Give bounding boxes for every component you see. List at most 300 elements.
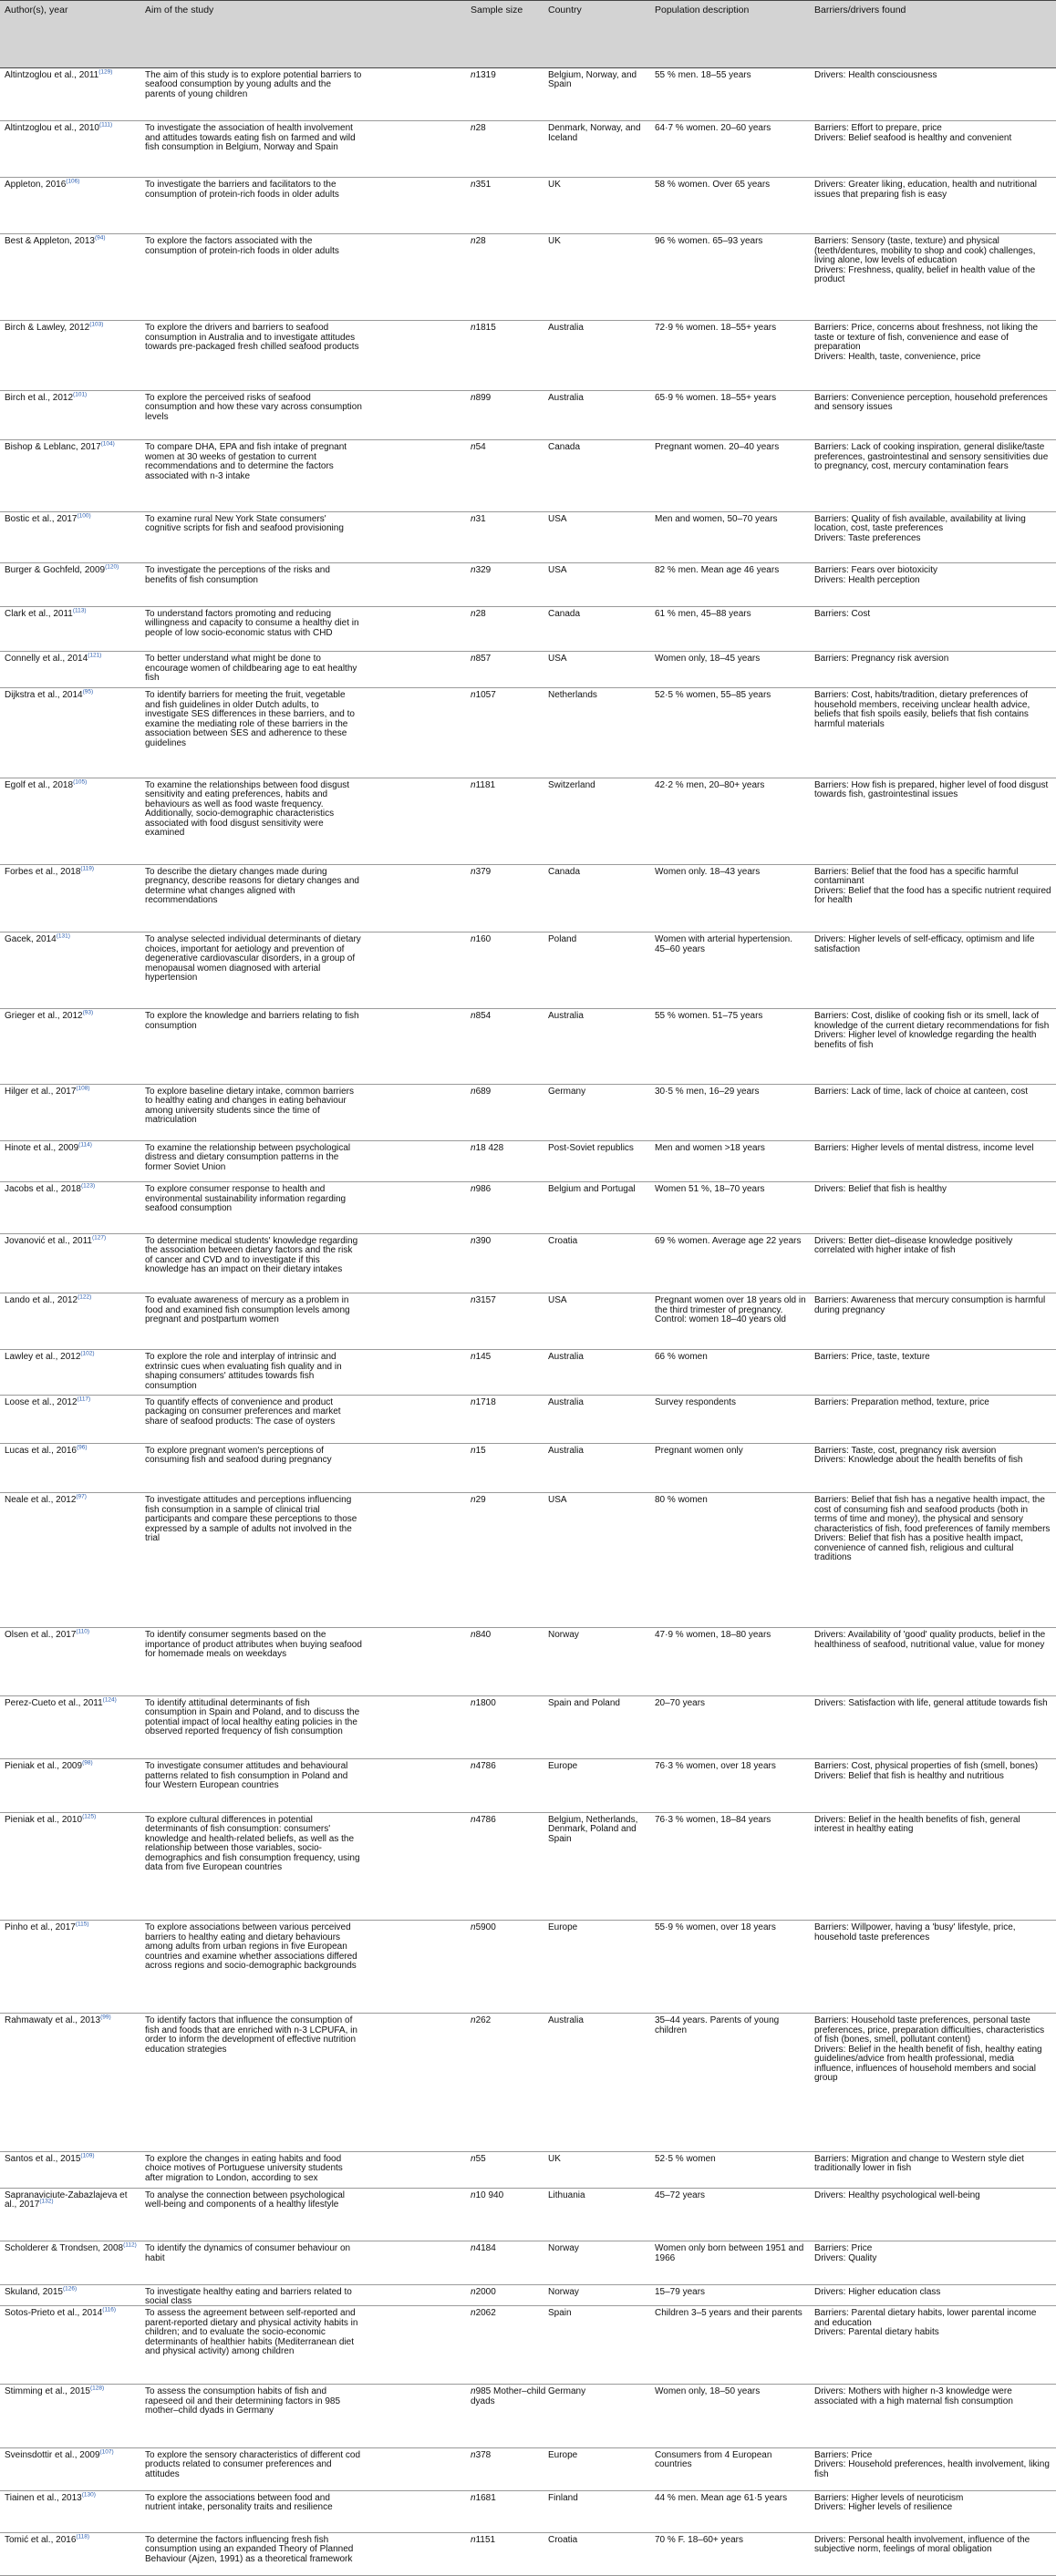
country-cell: Post-Soviet republics: [548, 1142, 634, 1153]
aim-cell: To explore associations between various perceived barriers to healthy eating and dietary behaviours among adults from urban regions in five European countries and examine whether associations differed across regions and socio-demographic backgrounds: [145, 1922, 357, 1972]
country-cell: Belgium, Norway, and Spain: [548, 69, 637, 90]
table-row: [0, 1085, 1056, 1141]
table-row: [0, 440, 1056, 511]
country-cell: Canada: [548, 442, 581, 453]
reference-link[interactable]: (105): [73, 778, 88, 786]
aim-cell: To investigate attitudes and perceptions influencing fish consumption in a sample of clinical trial participants and compare these perceptions to those expressed by a sample of adults not involved in the trial: [145, 1495, 357, 1544]
reference-link[interactable]: (98): [82, 1759, 93, 1767]
reference-link[interactable]: (107): [99, 2448, 114, 2456]
table-row: [0, 652, 1056, 688]
population-cell: Women with arterial hypertension. 45–60 years: [655, 934, 792, 954]
population-cell: 96 % women. 65–93 years: [655, 236, 763, 247]
country-cell: UK: [548, 236, 561, 247]
population-cell: 47·9 % women, 18–80 years: [655, 1630, 771, 1641]
country-cell: Europe: [548, 1922, 578, 1933]
header-barriers: Barriers/drivers found: [814, 5, 906, 15]
author-cell: Jacobs et al., 2018$^{(123)}$: [5, 1182, 96, 1195]
barriers-cell: Barriers: Cost, habits/tradition, dietary preferences of household members, receiving unclear health advice, beliefs that fish spoils easily, beliefs that fish contains harmful materials: [814, 690, 1030, 729]
aim-cell: To explore the sensory characteristics of different cod products related to consumer preferences and attitudes: [145, 2449, 361, 2479]
table-row: [0, 1396, 1056, 1444]
reference-link[interactable]: (126): [62, 2285, 78, 2293]
reference-link[interactable]: (127): [92, 1234, 107, 1242]
population-cell: 65·9 % women. 18–55+ years: [655, 392, 777, 403]
aim-cell: To investigate the barriers and facilitators to the consumption of protein-rich foods in older adults: [145, 180, 339, 200]
author-cell: Hilger et al., 2017$^{(108)}$: [5, 1085, 90, 1097]
barriers-cell: Drivers: Healthy psychological well-being: [814, 2190, 980, 2200]
header-country: Country: [548, 5, 582, 15]
country-cell: Australia: [548, 1352, 584, 1363]
author-cell: Pieniak et al., 2009$^{(98)}$: [5, 1759, 93, 1772]
table-row: [0, 607, 1056, 652]
population-cell: 61 % men, 45–88 years: [655, 608, 751, 619]
country-cell: USA: [548, 1495, 567, 1506]
barriers-cell: Barriers: Cost: [814, 608, 871, 619]
population-cell: Women only born between 1951 and 1966: [655, 2243, 804, 2263]
author-cell: Rahmawaty et al., 2013$^{(99)}$: [5, 2014, 111, 2026]
barriers-cell: Barriers: Price Drivers: Household preferences, health involvement, liking fish: [814, 2449, 1050, 2479]
table-row: [0, 321, 1056, 391]
author-cell: Perez-Cueto et al., 2011$^{(124)}$: [5, 1696, 117, 1708]
author-cell: Lawley et al., 2012$^{(102)}$: [5, 1351, 95, 1363]
table-row: [0, 2533, 1056, 2576]
aim-cell: To analyse the connection between psychological well-being and components of a healthy lifestyle: [145, 2190, 346, 2210]
population-cell: Pregnant women only: [655, 1445, 743, 1456]
table-row: [0, 1921, 1056, 2014]
country-cell: Australia: [548, 1396, 584, 1407]
aim-cell: To explore cultural differences in potential determinants of fish consumption: consumers' knowledge and health-related beliefs, as well as the relationship between those variables, socio-demographics and fish consumption frequency, using data from five European countries: [145, 1814, 360, 1873]
barriers-cell: Barriers: Higher levels of neuroticism Drivers: Higher levels of resilience: [814, 2492, 964, 2513]
table-row: [0, 2285, 1056, 2307]
country-cell: USA: [548, 565, 567, 576]
population-cell: Women only, 18–45 years: [655, 654, 761, 665]
sample-size-cell: n31: [471, 513, 486, 524]
population-cell: 55 % women. 51–75 years: [655, 1011, 763, 1022]
table-row: [0, 563, 1056, 606]
aim-cell: To identify barriers for meeting the fruit, vegetable and fish guidelines in older Dutch adults, to investigate SES differences in these barriers, and to examine the mediating role of these barriers in the association between SES and adherence to these guidelines: [145, 690, 355, 748]
aim-cell: To explore pregnant women's perceptions of consuming fish and seafood during pregnancy: [145, 1445, 332, 1466]
author-cell: Best & Appleton, 2013$^{(94)}$: [5, 234, 106, 247]
country-cell: Finland: [548, 2492, 578, 2503]
country-cell: Belgium, Netherlands, Denmark, Poland and Spain: [548, 1814, 638, 1844]
reference-link[interactable]: (104): [100, 441, 115, 448]
population-cell: 55·9 % women, over 18 years: [655, 1922, 776, 1933]
country-cell: Norway: [548, 2286, 579, 2297]
sample-size-cell: n1681: [471, 2492, 496, 2503]
sample-size-cell: n4184: [471, 2243, 496, 2254]
reference-link[interactable]: (114): [78, 1141, 92, 1149]
reference-link[interactable]: (99): [100, 2014, 111, 2022]
sample-size-cell: n1718: [471, 1396, 496, 1407]
population-cell: 66 % women: [655, 1352, 708, 1363]
sample-size-cell: n1151: [471, 2534, 496, 2545]
barriers-cell: Drivers: Better diet–disease knowledge positively correlated with higher intake of fish: [814, 1235, 1013, 1256]
country-cell: Germany: [548, 2386, 586, 2397]
reference-link[interactable]: (94): [94, 234, 106, 242]
barriers-cell: Barriers: Lack of cooking inspiration, general dislike/taste preferences, gastrointestinal and sensory sensitivities due to pregnancy, cost, mercury contamination fears: [814, 442, 1049, 472]
population-cell: 82 % men. Mean age 46 years: [655, 565, 780, 576]
reference-link[interactable]: (124): [102, 1696, 117, 1704]
country-cell: Croatia: [548, 1235, 578, 1246]
barriers-cell: Barriers: Higher levels of mental distress, income level: [814, 1142, 1034, 1153]
sample-size-cell: n379: [471, 866, 492, 877]
population-cell: 44 % men. Mean age 61·5 years: [655, 2492, 788, 2503]
population-cell: 55 % men. 18–55 years: [655, 69, 751, 80]
aim-cell: To explore the role and interplay of intrinsic and extrinsic cues when evaluating fish quality and in shaping consumers' attitudes towards fish consumption: [145, 1352, 342, 1391]
aim-cell: To better understand what might be done to encourage women of childbearing age to eat healthy fish: [145, 654, 357, 684]
table-row: [0, 1696, 1056, 1759]
table-row: [0, 688, 1056, 778]
author-cell: Sotos-Prieto et al., 2014$^{(116)}$: [5, 2307, 116, 2319]
sample-size-cell: n55: [471, 2153, 486, 2164]
sample-size-cell: n1057: [471, 690, 496, 701]
country-cell: Europe: [548, 2449, 578, 2460]
author-cell: Neale et al., 2012$^{(97)}$: [5, 1493, 87, 1506]
sample-size-cell: n262: [471, 2015, 492, 2026]
reference-link[interactable]: (97): [76, 1493, 87, 1500]
table-row: [0, 68, 1056, 121]
barriers-cell: Drivers: Availability of 'good' quality products, belief in the healthiness of seafood, nutritional value, value for money: [814, 1630, 1046, 1650]
author-cell: Altintzoglou et al., 2010$^{(111)}$: [5, 121, 113, 134]
barriers-cell: Barriers: Effort to prepare, price Drivers: Belief seafood is healthy and convenient: [814, 123, 1012, 143]
sample-size-cell: n4786: [471, 1761, 496, 1772]
sample-size-cell: n351: [471, 180, 492, 191]
reference-link[interactable]: (102): [80, 1351, 95, 1358]
reference-link[interactable]: (118): [76, 2533, 90, 2540]
reference-link[interactable]: (109): [80, 2152, 95, 2159]
author-cell: Birch et al., 2012$^{(101)}$: [5, 391, 88, 403]
sample-size-cell: n854: [471, 1011, 492, 1022]
country-cell: Denmark, Norway, and Iceland: [548, 123, 641, 143]
reference-link[interactable]: (106): [66, 178, 80, 185]
population-cell: 15–79 years: [655, 2286, 706, 2297]
sample-size-cell: n378: [471, 2449, 492, 2460]
reference-link[interactable]: (96): [76, 1444, 88, 1451]
table-row: [0, 2189, 1056, 2241]
aim-cell: To identify factors that influence the consumption of fish and foods that are enriched with n-3 LCPUFA, in order to inform the development of effective nutrition education strategies: [145, 2015, 357, 2055]
author-cell: Skuland, 2015$^{(126)}$: [5, 2285, 78, 2297]
population-cell: 20–70 years: [655, 1697, 706, 1708]
table-row: [0, 1350, 1056, 1395]
sample-size-cell: n1181: [471, 779, 496, 790]
table-row: [0, 1009, 1056, 1084]
country-cell: UK: [548, 180, 561, 191]
table-row: [0, 391, 1056, 441]
author-cell: Egolf et al., 2018$^{(105)}$: [5, 778, 88, 790]
reference-link[interactable]: (125): [82, 1813, 97, 1820]
author-cell: Hinote et al., 2009$^{(114)}$: [5, 1141, 92, 1153]
aim-cell: To determine medical students' knowledge regarding the association between dietary factors and the risk of cancer and CVD and to investigate if this knowledge has an impact on their dietary intakes: [145, 1235, 358, 1275]
barriers-cell: Barriers: Awareness that mercury consumption is harmful during pregnancy: [814, 1295, 1046, 1315]
aim-cell: To assess the agreement between self-reported and parent-reported dietary and physical activity habits in children; and to evaluate the socio-economic determinants of healthier habits (Mediterranean diet and physical activity) among children: [145, 2308, 358, 2357]
country-cell: Lithuania: [548, 2190, 585, 2200]
table-row: [0, 1759, 1056, 1812]
country-cell: Europe: [548, 1761, 578, 1772]
author-cell: Bishop & Leblanc, 2017$^{(104)}$: [5, 441, 115, 453]
country-cell: Poland: [548, 934, 577, 945]
table-row: [0, 2448, 1056, 2491]
table-row: [0, 512, 1056, 564]
aim-cell: To analyse selected individual determinants of dietary choices, important for aetiology and prevention of degenerative cardiovascular disorders, in a group of menopausal women diagnosed with arterial hypertension: [145, 934, 361, 984]
sample-size-cell: n2000: [471, 2286, 496, 2297]
table-row: [0, 178, 1056, 234]
header-aim: Aim of the study: [145, 5, 214, 15]
reference-link[interactable]: (103): [89, 321, 104, 328]
reference-link[interactable]: (119): [80, 865, 95, 872]
barriers-cell: Barriers: Price, taste, texture: [814, 1352, 930, 1363]
sample-size-cell: n1319: [471, 69, 496, 80]
country-cell: USA: [548, 1295, 567, 1306]
country-cell: Norway: [548, 2243, 579, 2254]
author-cell: Birch & Lawley, 2012$^{(103)}$: [5, 321, 104, 334]
reference-link[interactable]: (132): [39, 2199, 54, 2206]
barriers-cell: Barriers: How fish is prepared, higher level of food disgust towards fish, gastrointestinal issues: [814, 779, 1049, 800]
reference-link[interactable]: (120): [105, 564, 119, 572]
aim-cell: To investigate the association of health involvement and attitudes towards eating fish on farmed and wild fish consumption in Belgium, Norway and Spain: [145, 123, 356, 153]
population-cell: 80 % women: [655, 1495, 708, 1506]
reference-link[interactable]: (95): [82, 688, 94, 696]
sample-size-cell: n54: [471, 442, 486, 453]
population-cell: 30·5 % men, 16–29 years: [655, 1086, 760, 1097]
population-cell: Men and women >18 years: [655, 1142, 765, 1153]
sample-size-cell: n329: [471, 565, 492, 576]
table-row: [0, 1234, 1056, 1294]
country-cell: Australia: [548, 2015, 584, 2026]
sample-size-cell: n5900: [471, 1922, 496, 1933]
aim-cell: To identify the dynamics of consumer behaviour on habit: [145, 2243, 351, 2263]
barriers-cell: Barriers: Price Drivers: Quality: [814, 2243, 877, 2263]
country-cell: Germany: [548, 1086, 586, 1097]
reference-link[interactable]: (111): [98, 121, 113, 129]
aim-cell: To explore the changes in eating habits and food choice motives of Portuguese university students after migration to London, according to sex: [145, 2153, 343, 2183]
table-row: [0, 2306, 1056, 2385]
barriers-cell: Barriers: Belief that fish has a negative health impact, the cost of consuming fish and seafood products (both in terms of time and money), the physical and sensory characteristics of fish, food preferences of family members Drivers: Belief that fish has a positive health impact, convenience of canned fish, religious and cultural traditions: [814, 1495, 1051, 1563]
reference-link[interactable]: (116): [102, 2307, 116, 2314]
reference-link[interactable]: (113): [72, 607, 87, 614]
reference-link[interactable]: (101): [73, 391, 88, 398]
aim-cell: To compare DHA, EPA and fish intake of pregnant women at 30 weeks of gestation to current recommendations and to determine the factors associated with n-3 intake: [145, 442, 347, 481]
reference-link[interactable]: (112): [123, 2241, 137, 2249]
table-row: [0, 1444, 1056, 1494]
barriers-cell: Barriers: Household taste preferences, personal taste preferences, price, preparation difficulties, characteristics of fish (bones, smell, pollutant content) Drivers: Belief in the health benefit of fish, healthy eating guidelines/advice from health professional, media influence, influences of household members and social group: [814, 2015, 1045, 2084]
reference-link[interactable]: (108): [76, 1085, 90, 1092]
table-row: [0, 865, 1056, 933]
aim-cell: To assess the consumption habits of fish and rapeseed oil and their determining factors in 985 mother–child dyads in Germany: [145, 2386, 341, 2416]
reference-link[interactable]: (110): [76, 1628, 90, 1635]
barriers-cell: Barriers: Fears over biotoxicity Drivers: Health perception: [814, 565, 938, 585]
barriers-cell: Barriers: Willpower, having a 'busy' lifestyle, price, household taste preferences: [814, 1922, 1016, 1942]
aim-cell: To quantify effects of convenience and product packaging on consumer preferences and market share of seafood products: The case of oysters: [145, 1396, 341, 1427]
table-row: [0, 1628, 1056, 1696]
country-cell: Australia: [548, 323, 584, 334]
barriers-cell: Barriers: Taste, cost, pregnancy risk aversion Drivers: Knowledge about the health benefits of fish: [814, 1445, 1023, 1466]
barriers-cell: Barriers: Belief that the food has a specific harmful contaminant Drivers: Belief that the food has a specific nutrient required for health: [814, 866, 1051, 906]
table-row: [0, 1182, 1056, 1234]
population-cell: 45–72 years: [655, 2190, 706, 2200]
country-cell: Belgium and Portugal: [548, 1184, 636, 1195]
sample-size-cell: n10 940: [471, 2190, 504, 2200]
barriers-cell: Drivers: Health consciousness: [814, 69, 937, 80]
population-cell: Survey respondents: [655, 1396, 736, 1407]
header-author: Author(s), year: [5, 5, 68, 15]
sample-size-cell: n160: [471, 934, 492, 945]
sample-size-cell: n15: [471, 1445, 486, 1456]
reference-link[interactable]: (131): [56, 933, 70, 941]
author-cell: Olsen et al., 2017$^{(110)}$: [5, 1628, 90, 1641]
reference-link[interactable]: (130): [81, 2491, 96, 2499]
header-population: Population description: [655, 5, 750, 15]
barriers-cell: Barriers: Cost, physical properties of fish (smell, bones) Drivers: Belief that fish is healthy and nutritious: [814, 1761, 1039, 1781]
aim-cell: To investigate healthy eating and barriers related to social class: [145, 2286, 352, 2307]
sample-size-cell: n29: [471, 1495, 486, 1506]
author-cell: Stimming et al., 2015$^{(128)}$: [5, 2385, 105, 2397]
barriers-cell: Barriers: Lack of time, lack of choice at canteen, cost: [814, 1086, 1028, 1097]
sample-size-cell: n3157: [471, 1295, 496, 1306]
aim-cell: To examine the relationship between psychological distress and dietary consumption patterns in the former Soviet Union: [145, 1142, 351, 1172]
aim-cell: To explore consumer response to health and environmental sustainability information regarding seafood consumption: [145, 1184, 347, 1214]
aim-cell: To identify consumer segments based on the importance of product attributes when buying seafood for homemade meals on weekdays: [145, 1630, 362, 1660]
sample-size-cell: n28: [471, 123, 486, 134]
barriers-cell: Drivers: Satisfaction with life, general attitude towards fish: [814, 1697, 1048, 1708]
reference-link[interactable]: (121): [88, 652, 102, 659]
country-cell: Switzerland: [548, 779, 595, 790]
sample-size-cell: n390: [471, 1235, 492, 1246]
sample-size-cell: n857: [471, 654, 492, 665]
table-row: [0, 1293, 1056, 1350]
population-cell: 35–44 years. Parents of young children: [655, 2015, 780, 2035]
sample-size-cell: n899: [471, 392, 492, 403]
reference-link[interactable]: (100): [77, 512, 91, 520]
aim-cell: To describe the dietary changes made during pregnancy, describe reasons for dietary changes and determine what changes aligned with recommendations: [145, 866, 359, 906]
table-row: [0, 933, 1056, 1009]
aim-cell: The aim of this study is to explore potential barriers to seafood consumption by young adults and the parents of young children: [145, 69, 362, 99]
author-cell: Lando et al., 2012$^{(122)}$: [5, 1294, 92, 1306]
reference-link[interactable]: (128): [89, 2385, 105, 2392]
table-row: [0, 2152, 1056, 2189]
author-cell: Gacek, 2014$^{(131)}$: [5, 933, 70, 945]
barriers-cell: Barriers: Preparation method, texture, price: [814, 1396, 989, 1407]
aim-cell: To explore the perceived risks of seafood consumption and how these vary across consumption levels: [145, 392, 362, 422]
aim-cell: To explore baseline dietary intake, common barriers to healthy eating and changes in eating behaviour among university students since the time of matriculation: [145, 1086, 354, 1125]
table-row: [0, 2385, 1056, 2447]
barriers-cell: Barriers: Convenience perception, household preferences and sensory issues: [814, 392, 1048, 413]
author-cell: Burger & Gochfeld, 2009$^{(120)}$: [5, 564, 119, 576]
table-header: [0, 0, 1056, 68]
country-cell: USA: [548, 654, 567, 665]
barriers-cell: Barriers: Price, concerns about freshness, not liking the taste or texture of fish, convenience and ease of preparation Drivers: Health, taste, convenience, price: [814, 323, 1039, 362]
table-row: [0, 2014, 1056, 2151]
population-cell: 76·3 % women, 18–84 years: [655, 1814, 771, 1825]
reference-link[interactable]: (117): [77, 1396, 91, 1403]
barriers-cell: Barriers: Quality of fish available, availability at living location, cost, taste preferences Drivers: Taste preferences: [814, 513, 1026, 543]
aim-cell: To identify attitudinal determinants of fish consumption in Spain and Poland, and to discuss the potential impact of local healthy eating policies in the observed reported frequency of fish consumption: [145, 1697, 360, 1737]
table-row: [0, 1813, 1056, 1922]
population-cell: Women only. 18–43 years: [655, 866, 761, 877]
reference-link[interactable]: (122): [78, 1294, 92, 1302]
country-cell: Croatia: [548, 2534, 578, 2545]
population-cell: Men and women, 50–70 years: [655, 513, 778, 524]
aim-cell: To investigate consumer attitudes and behavioural patterns related to fish consumption in Poland and four Western European countries: [145, 1761, 348, 1791]
author-cell: Lucas et al., 2016$^{(96)}$: [5, 1444, 88, 1456]
aim-cell: To evaluate awareness of mercury as a problem in food and examined fish consumption levels among pregnant and postpartum women: [145, 1295, 350, 1325]
reference-link[interactable]: (123): [80, 1182, 96, 1190]
population-cell: 69 % women. Average age 22 years: [655, 1235, 802, 1246]
sample-size-cell: n840: [471, 1630, 492, 1641]
sample-size-cell: n2062: [471, 2308, 496, 2319]
author-cell: Tomić et al., 2016$^{(118)}$: [5, 2533, 90, 2545]
barriers-cell: Drivers: Higher education class: [814, 2286, 941, 2297]
population-cell: 76·3 % women, over 18 years: [655, 1761, 776, 1772]
author-cell: Sveinsdottir et al., 2009$^{(107)}$: [5, 2448, 114, 2460]
population-cell: Pregnant women. 20–40 years: [655, 442, 780, 453]
population-cell: Children 3–5 years and their parents: [655, 2308, 802, 2319]
sample-size-cell: n986: [471, 1184, 492, 1195]
barriers-cell: Drivers: Mothers with higher n-3 knowledge were associated with a high maternal fish consumption: [814, 2386, 1013, 2406]
country-cell: UK: [548, 2153, 561, 2164]
population-cell: Women 51 %, 18–70 years: [655, 1184, 765, 1195]
reference-link[interactable]: (115): [75, 1921, 89, 1928]
author-cell: Connelly et al., 2014$^{(121)}$: [5, 652, 102, 665]
table-row: [0, 234, 1056, 321]
population-cell: 70 % F. 18–60+ years: [655, 2534, 744, 2545]
barriers-cell: Barriers: Migration and change to Western style diet traditionally lower in fish: [814, 2153, 1024, 2174]
country-cell: USA: [548, 513, 567, 524]
sample-size-cell: n985 Mother–child dyads: [471, 2386, 546, 2406]
sample-size-cell: n689: [471, 1086, 492, 1097]
country-cell: Australia: [548, 1011, 584, 1022]
barriers-cell: Drivers: Personal health involvement, influence of the subjective norm, feelings of moral obligation: [814, 2534, 1030, 2555]
population-cell: 42·2 % men, 20–80+ years: [655, 779, 765, 790]
author-cell: Pieniak et al., 2010$^{(125)}$: [5, 1813, 97, 1825]
barriers-cell: Barriers: Cost, dislike of cooking fish or its smell, lack of knowledge of the current dietary recommendations for fish Drivers: Higher level of knowledge regarding the health benefits of fish: [814, 1011, 1050, 1050]
author-cell: Bostic et al., 2017$^{(100)}$: [5, 512, 91, 524]
barriers-cell: Barriers: Parental dietary habits, lower parental income and education Drivers: Parental dietary habits: [814, 2308, 1037, 2338]
population-cell: Consumers from 4 European countries: [655, 2449, 772, 2470]
barriers-cell: Drivers: Belief in the health benefits of fish, general interest in healthy eating: [814, 1814, 1020, 1835]
aim-cell: To explore the knowledge and barriers relating to fish consumption: [145, 1011, 359, 1031]
country-cell: Canada: [548, 866, 581, 877]
author-cell: Grieger et al., 2012$^{(93)}$: [5, 1010, 94, 1022]
author-cell: Santos et al., 2015$^{(109)}$: [5, 2152, 95, 2164]
population-cell: 58 % women. Over 65 years: [655, 180, 771, 191]
barriers-cell: Barriers: Sensory (taste, texture) and physical (teeth/dentures, mobility to shop and cook) challenges, living alone, low levels of education Drivers: Freshness, quality, belief in health value of the product: [814, 236, 1036, 285]
sample-size-cell: n4786: [471, 1814, 496, 1825]
sample-size-cell: n18 428: [471, 1142, 504, 1153]
barriers-cell: Barriers: Pregnancy risk aversion: [814, 654, 949, 665]
aim-cell: To explore the associations between food and nutrient intake, personality traits and resilience: [145, 2492, 333, 2513]
reference-link[interactable]: (129): [98, 68, 113, 76]
barriers-cell: Drivers: Higher levels of self-efficacy, optimism and life satisfaction: [814, 934, 1035, 954]
sample-size-cell: n145: [471, 1352, 492, 1363]
author-cell: Altintzoglou et al., 2011$^{(129)}$: [5, 68, 113, 80]
population-cell: Women only, 18–50 years: [655, 2386, 761, 2397]
sample-size-cell: n1815: [471, 323, 496, 334]
table-row: [0, 778, 1056, 865]
sample-size-cell: n1800: [471, 1697, 496, 1708]
population-cell: 52·5 % women: [655, 2153, 716, 2164]
aim-cell: To examine the relationships between food disgust sensitivity and eating preferences, habits and behaviours as well as food waste frequency. Additionally, socio-demographic characteristics associated with food disgust sensitivity were examined: [145, 779, 350, 839]
aim-cell: To examine rural New York State consumers' cognitive scripts for fish and seafood provisioning: [145, 513, 344, 534]
country-cell: Netherlands: [548, 690, 597, 701]
table-row: [0, 1493, 1056, 1628]
barriers-cell: Drivers: Belief that fish is healthy: [814, 1184, 947, 1195]
barriers-cell: Drivers: Greater liking, education, health and nutritional issues that preparing fish is easy: [814, 180, 1038, 200]
country-cell: Spain and Poland: [548, 1697, 620, 1708]
population-cell: 52·5 % women, 55–85 years: [655, 690, 771, 701]
author-cell: Clark et al., 2011$^{(113)}$: [5, 607, 87, 619]
reference-link[interactable]: (93): [82, 1010, 94, 1017]
country-cell: Australia: [548, 1445, 584, 1456]
author-cell: Tiainen et al., 2013$^{(130)}$: [5, 2491, 96, 2503]
